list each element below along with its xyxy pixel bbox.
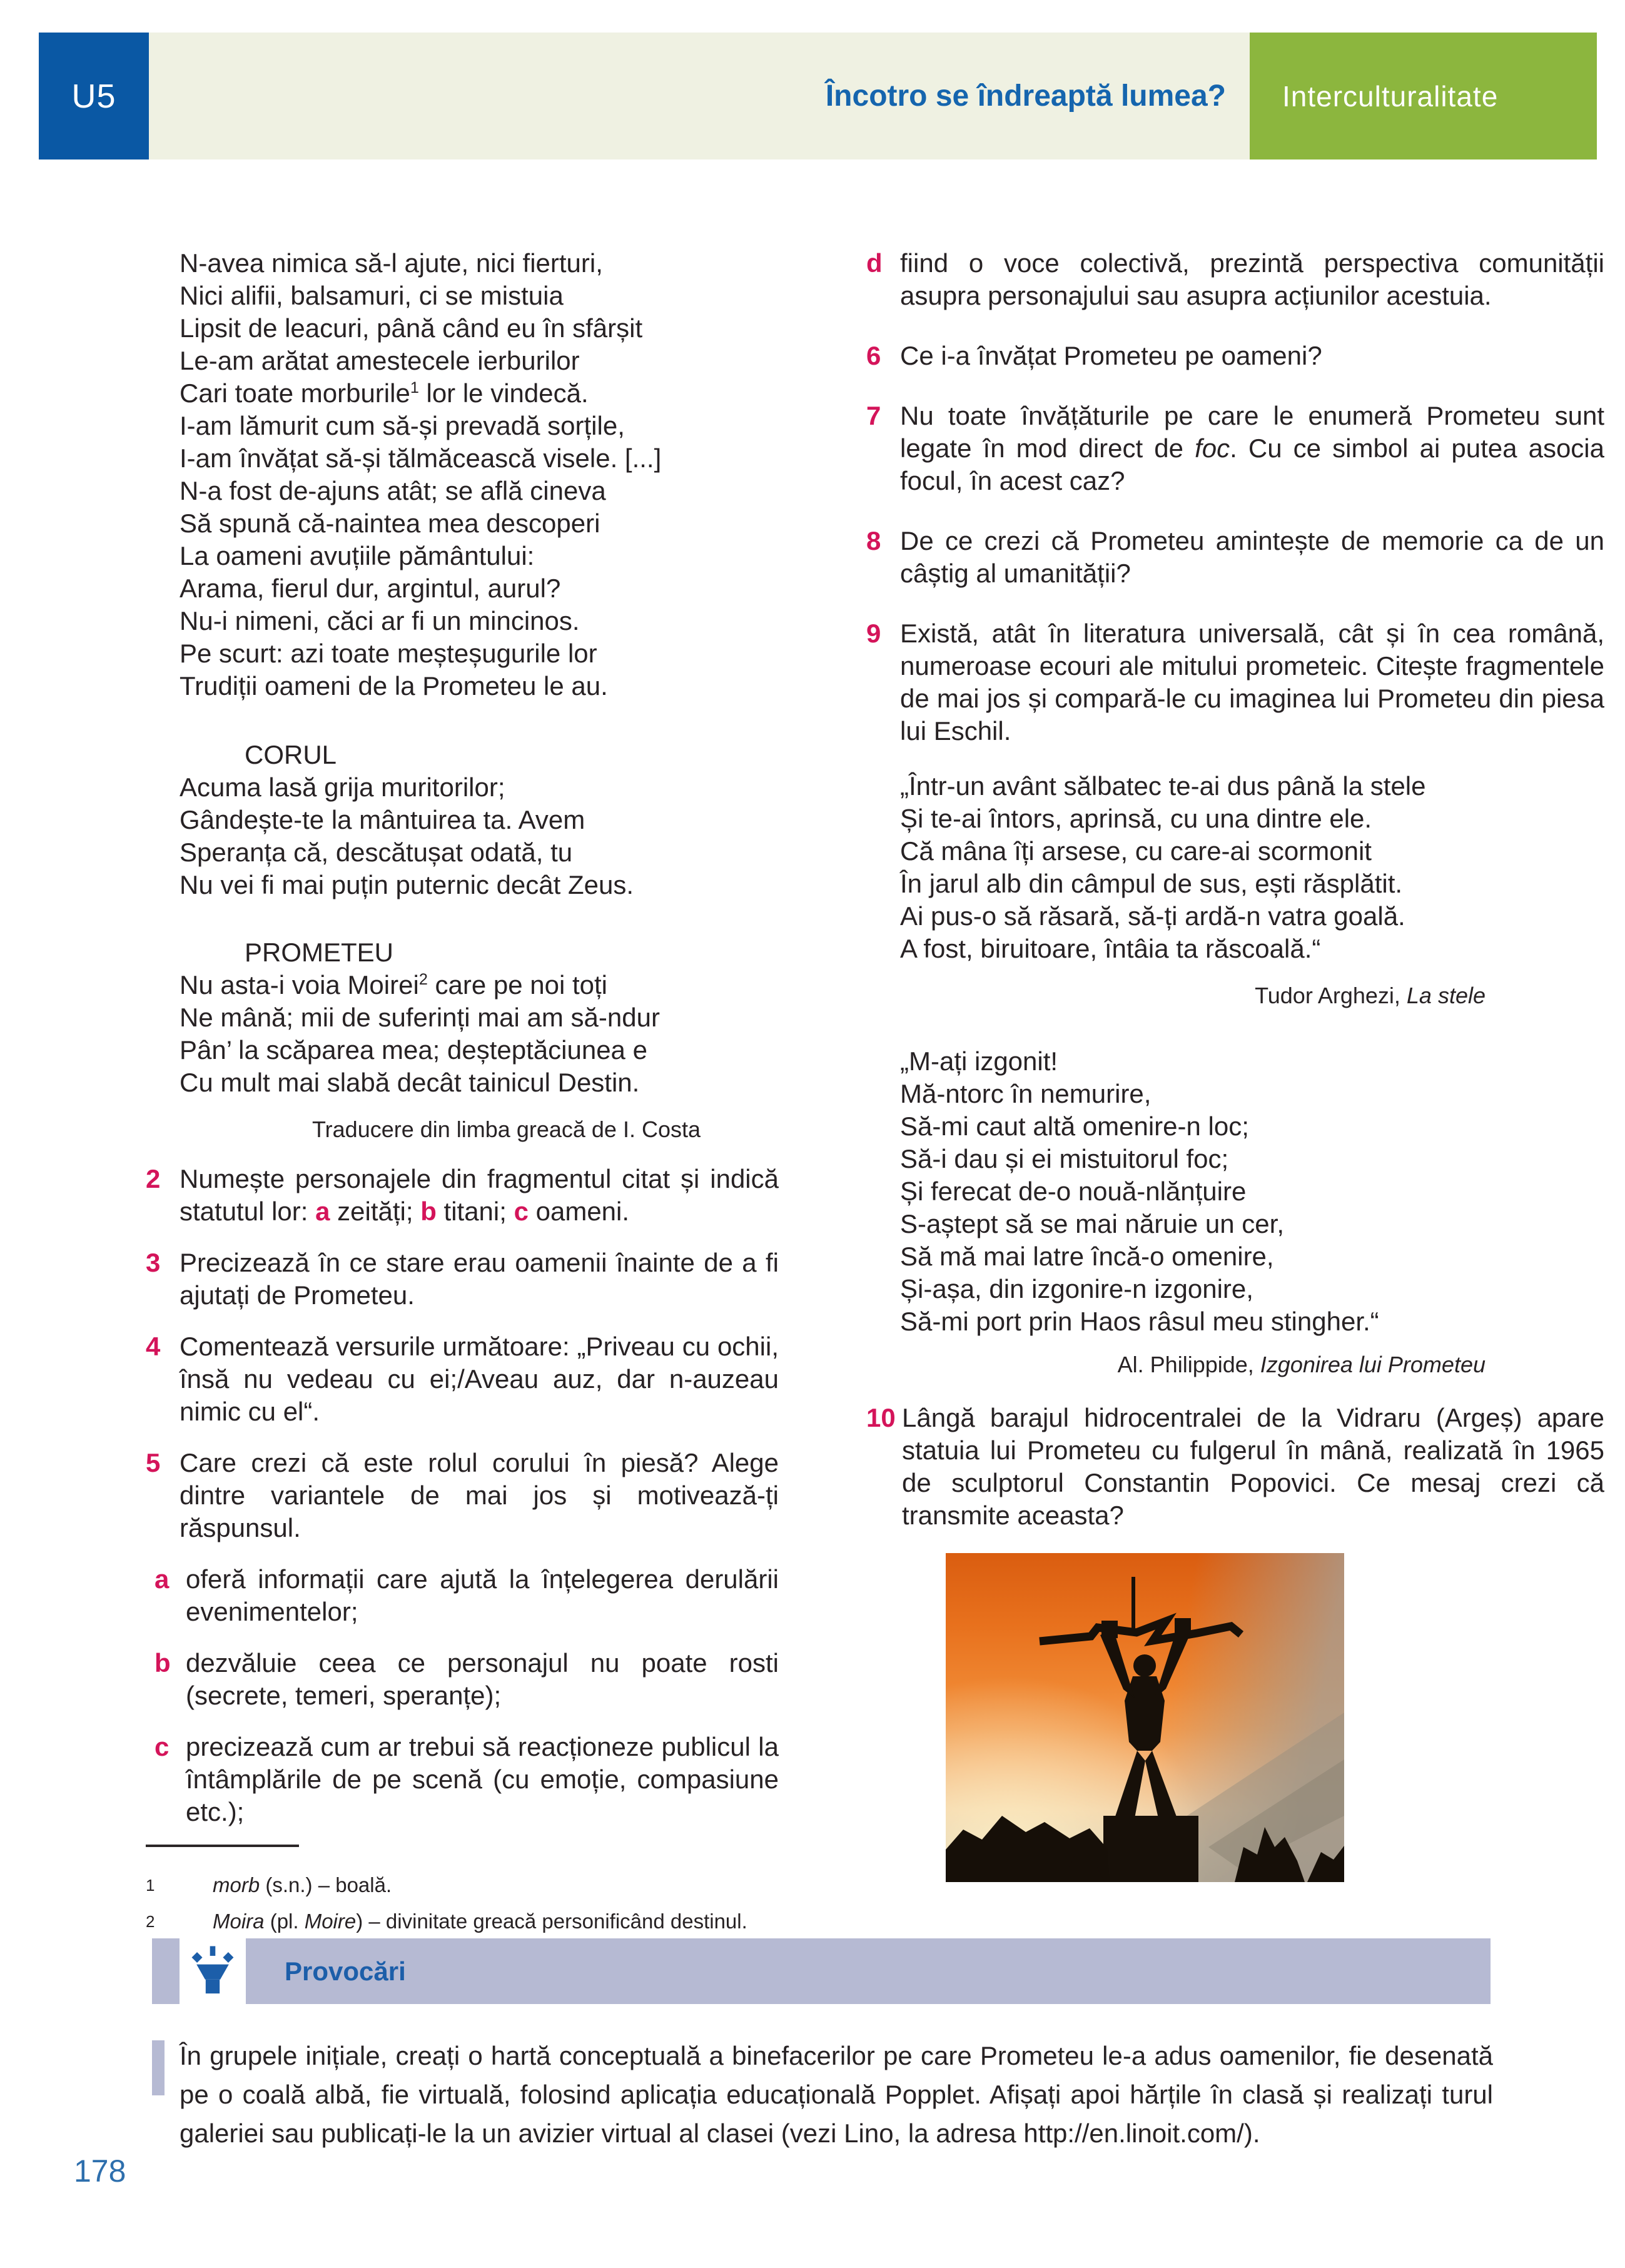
poem-line: Speranța că, descătușat odată, tu [180, 838, 573, 867]
poem-line: Pe scurt: azi toate meșteșugurile lor [180, 639, 597, 668]
poem-line: Nu-i nimeni, căci ar fi un mincinos. [180, 606, 580, 635]
footnote-text: Moira (pl. Moire) – divinitate greacă personificând destinul. [213, 1910, 747, 1933]
question-3 [146, 1247, 779, 1312]
header-strip [149, 33, 1250, 159]
option-a [146, 1563, 779, 1628]
question-number: 7 [866, 401, 881, 430]
question-text: Ce i-a învățat Prometeu pe oameni? [900, 341, 1322, 370]
stanza-heading-prometeu: PROMETEU [245, 938, 394, 967]
question-10 [866, 1402, 1604, 1532]
question-number: 6 [866, 341, 881, 370]
poem-line: În jarul alb din câmpul de sus, ești răsplătit. [900, 869, 1403, 898]
arghezi-quote [866, 770, 1604, 965]
footnote-number: 2 [146, 1912, 155, 1931]
chapter-badge: Interculturalitate [1250, 33, 1597, 159]
header-band [39, 33, 1597, 159]
option-c [146, 1731, 779, 1828]
poem-line-footnote-ref: Cari toate morburile$^1$ lor le vindecă. [180, 378, 589, 408]
poem-line: Și te-ai întors, aprinsă, cu una dintre ele. [900, 804, 1372, 833]
page-number: 178 [74, 2154, 126, 2189]
option-label: b [154, 1648, 171, 1678]
footnote-2 [146, 1908, 779, 1935]
question-number: 8 [866, 526, 881, 555]
challenge-band-accent [152, 1938, 180, 2004]
question-text: Nu toate învățăturile pe care le enumeră Prometeu sunt legate în mod direct de foc. Cu ce simbol ai putea asocia focul, în acest caz? [900, 401, 1605, 495]
poem-line: Că mâna îți arsese, cu care-ai scormonit [900, 836, 1372, 866]
option-label: a [154, 1564, 170, 1594]
poem-line: A fost, biruitoare, întâia ta răscoală.“ [900, 934, 1321, 963]
left-column [146, 247, 779, 1935]
translation-credit: Traducere din limba greacă de I. Costa [312, 1116, 701, 1142]
poem-line: Le-am arătat amestecele ierburilor [180, 346, 580, 375]
poem-line: S-aștept să se mai năruie un cer, [900, 1209, 1284, 1238]
philippide-credit: Al. Philippide, Izgonirea lui Prometeu [1117, 1352, 1486, 1377]
poem-line: Acuma lasă grija muritorilor; [180, 772, 505, 802]
poem-line: Să mă mai latre încă-o omenire, [900, 1242, 1274, 1271]
option-d [866, 247, 1604, 312]
right-column [866, 247, 1604, 1882]
poem-line: Să-mi caut altă omenire-n loc; [900, 1111, 1249, 1141]
arghezi-credit: Tudor Arghezi, La stele [1255, 983, 1486, 1008]
question-5 [146, 1447, 779, 1544]
poem-line: I-am lămurit cum să-și prevadă sorțile, [180, 411, 625, 440]
poem-line: Și ferecat de-o nouă-nlănțuire [900, 1177, 1247, 1206]
question-number: 9 [866, 619, 881, 648]
poem-line: La oameni avuțiile pământului: [180, 541, 535, 570]
challenge-band-title: Provocări [285, 1956, 406, 1986]
stanza-heading-corul: CORUL [245, 740, 337, 769]
footnote-text: morb (s.n.) – boală. [213, 1873, 392, 1896]
question-number: 10 [866, 1403, 896, 1432]
question-text: Comentează versurile următoare: „Priveau cu ochii, însă nu vedeau cu ei;/Aveau auz, dar n-auzeau nimic cu el“. [180, 1332, 779, 1426]
statue-silhouette-graphic [946, 1553, 1344, 1882]
question-text: Care crezi că este rolul corului în piesă? Alege dintre variantele de mai jos și motivează-ți răspunsul. [180, 1448, 779, 1542]
footnote-number: 1 [146, 1876, 155, 1895]
question-text: Precizează în ce stare erau oamenii înainte de a fi ajutați de Prometeu. [180, 1248, 779, 1310]
question-text: Numește personajele din fragmentul citat și indică statutul lor: a zeități; b titani; c oameni. [180, 1164, 779, 1226]
lightbulb-icon [186, 1944, 240, 1999]
option-text: precizează cum ar trebui să reacționeze publicul la întâmplările de pe scenă (cu emoție, compasiune etc.); [186, 1732, 779, 1826]
question-number: 2 [146, 1164, 161, 1193]
poem-line: Să-i dau și ei mistuitorul foc; [900, 1144, 1229, 1173]
option-text: oferă informații care ajută la înțelegerea derulării evenimentelor; [186, 1564, 779, 1626]
option-text: dezvăluie ceea ce personajul nu poate rosti (secrete, temeri, speranțe); [186, 1648, 779, 1710]
question-2 [146, 1163, 779, 1228]
question-9 [866, 617, 1604, 747]
option-label: d [866, 248, 883, 278]
poem-line: Lipsit de leacuri, până când eu în sfârșit [180, 313, 643, 343]
poem-line: Ne mână; mii de suferinți mai am să-ndur [180, 1003, 660, 1032]
footnote-divider [146, 1845, 299, 1847]
footnote-1 [146, 1872, 779, 1898]
page-title: Încotro se îndreaptă lumea? [825, 79, 1226, 113]
poem-line: Cu mult mai slabă decât tainicul Destin. [180, 1068, 640, 1097]
option-b [146, 1647, 779, 1712]
poem-line: Arama, fierul dur, argintul, aurul? [180, 574, 561, 603]
poem-line: N-avea nimica să-l ajute, nici fierturi, [180, 248, 603, 278]
poem-line: Și-așa, din izgonire-n izgonire, [900, 1274, 1253, 1304]
unit-badge: U5 [39, 33, 149, 159]
option-label: c [154, 1732, 170, 1761]
paragraph-accent-bar [152, 2040, 165, 2095]
poem-line: Să spună că-naintea mea descoperi [180, 509, 600, 538]
challenge-band [246, 1938, 1491, 2004]
poem-line: Nici alifii, balsamuri, ci se mistuia [180, 281, 564, 310]
poem-line: I-am învățat să-și tălmăcească visele. [...] [180, 443, 662, 473]
option-text: fiind o voce colectivă, prezintă perspectiva comunității asupra personajului sau asupra acțiunilor acestuia. [900, 248, 1604, 310]
poem-line: Nu vei fi mai puțin puternic decât Zeus. [180, 870, 634, 899]
question-text: Există, atât în literatura universală, cât și în cea română, numeroase ecouri ale mitului prometeic. Citește fragmentele de mai jos și compară-le cu imaginea lui Prometeu din piesa lui Eschil. [900, 619, 1604, 746]
question-8 [866, 525, 1604, 590]
philippide-quote [866, 1045, 1604, 1338]
poem-line: N-a fost de-ajuns atât; se află cineva [180, 476, 606, 505]
question-number: 3 [146, 1248, 161, 1277]
poem-line: „M-ați izgonit! [900, 1046, 1058, 1076]
poem-line: Pân’ la scăparea mea; deșteptăciunea e [180, 1035, 647, 1065]
poem-line: Să-mi port prin Haos râsul meu stingher.“ [900, 1307, 1379, 1336]
question-7 [866, 400, 1604, 497]
question-4 [146, 1330, 779, 1428]
poem-line: Ai pus-o să răsară, să-ți ardă-n vatra goală. [900, 901, 1405, 931]
question-6 [866, 340, 1604, 372]
question-number: 4 [146, 1332, 161, 1361]
poem-line-footnote-ref: Nu asta-i voia Moirei$^2$ care pe noi toți [180, 970, 607, 1000]
poem-line: Gândește-te la mântuirea ta. Avem [180, 805, 585, 834]
prometheus-statue-photo [946, 1553, 1344, 1882]
poem-line: Mă-ntorc în nemurire, [900, 1079, 1152, 1108]
question-text: Lângă barajul hidrocentralei de la Vidraru (Argeș) apare statuia lui Prometeu cu fulgerul în mână, realizată în 1965 de sculptorul Constantin Popovici. Ce mesaj crezi că transmite aceasta? [902, 1403, 1604, 1530]
poem-line: Trudiții oameni de la Prometeu le au. [180, 671, 608, 701]
question-text: De ce crezi că Prometeu amintește de memorie ca de un câștig al umanității? [900, 526, 1604, 588]
question-number: 5 [146, 1448, 161, 1477]
poem-line: „Într-un avânt sălbatec te-ai dus până la stele [900, 771, 1426, 801]
challenge-paragraph: În grupele inițiale, creați o hartă conceptuală a binefacerilor pe care Prometeu le-a adus oamenilor, fie desenată pe o coală albă, fie virtuală, folosind aplicația educațională Popplet. Afișați apoi hărțile în clasă și realizați turul galeriei sau publicați-le la un avizier virtual al clasei (vezi Lino, la adresa http://en.linoit.com/). [180, 2041, 1493, 2148]
